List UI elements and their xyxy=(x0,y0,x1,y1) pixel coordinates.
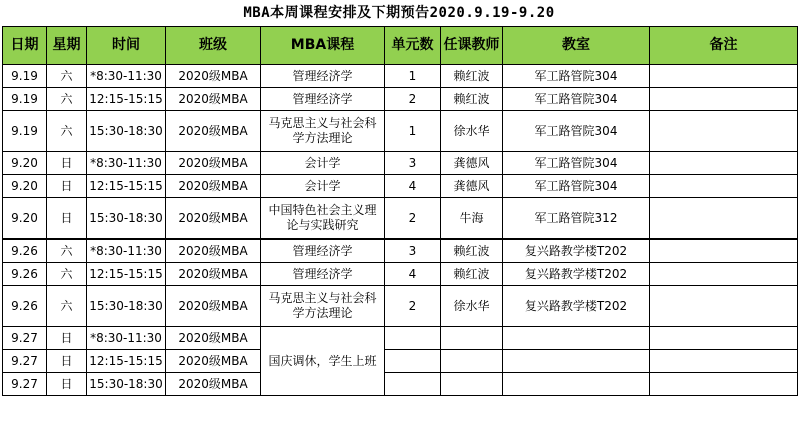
cell-time: 12:15-15:15 xyxy=(87,350,166,373)
cell-time: 15:30-18:30 xyxy=(87,373,166,396)
cell-note xyxy=(650,350,798,373)
cell-course: 马克思主义与社会科学方法理论 xyxy=(261,111,385,152)
cell-date: 9.27 xyxy=(3,327,47,350)
cell-room: 军工路管院304 xyxy=(503,175,650,198)
cell-teacher xyxy=(441,373,503,396)
cell-course: 会计学 xyxy=(261,152,385,175)
header-time: 时间 xyxy=(87,27,166,65)
cell-time: *8:30-11:30 xyxy=(87,327,166,350)
cell-weekday: 日 xyxy=(47,327,87,350)
cell-room: 复兴路教学楼T202 xyxy=(503,239,650,263)
cell-note xyxy=(650,65,798,88)
cell-class: 2020级MBA xyxy=(166,286,261,327)
schedule-table xyxy=(2,26,798,396)
cell-class: 2020级MBA xyxy=(166,373,261,396)
cell-time: 12:15-15:15 xyxy=(87,263,166,286)
cell-unit: 3 xyxy=(385,152,441,175)
cell-class: 2020级MBA xyxy=(166,327,261,350)
cell-unit: 3 xyxy=(385,239,441,263)
cell-class: 2020级MBA xyxy=(166,350,261,373)
table-row xyxy=(3,88,798,111)
cell-date: 9.20 xyxy=(3,198,47,240)
table-row xyxy=(3,263,798,286)
cell-note xyxy=(650,198,798,240)
cell-course: 管理经济学 xyxy=(261,88,385,111)
cell-unit: 2 xyxy=(385,198,441,240)
table-row xyxy=(3,239,798,263)
cell-unit xyxy=(385,327,441,350)
table-row xyxy=(3,286,798,327)
cell-weekday: 六 xyxy=(47,263,87,286)
cell-course: 中国特色社会主义理论与实践研究 xyxy=(261,198,385,240)
cell-room: 复兴路教学楼T202 xyxy=(503,286,650,327)
table-row xyxy=(3,152,798,175)
cell-date: 9.26 xyxy=(3,286,47,327)
cell-unit: 2 xyxy=(385,88,441,111)
header-teacher: 任课教师 xyxy=(441,27,503,65)
cell-weekday: 日 xyxy=(47,198,87,240)
table-row xyxy=(3,65,798,88)
cell-note xyxy=(650,239,798,263)
cell-weekday: 日 xyxy=(47,175,87,198)
cell-date: 9.20 xyxy=(3,152,47,175)
cell-time: *8:30-11:30 xyxy=(87,152,166,175)
cell-teacher: 徐水华 xyxy=(441,111,503,152)
cell-class: 2020级MBA xyxy=(166,239,261,263)
cell-time: 12:15-15:15 xyxy=(87,175,166,198)
cell-unit: 1 xyxy=(385,65,441,88)
cell-note xyxy=(650,175,798,198)
cell-class: 2020级MBA xyxy=(166,88,261,111)
cell-room: 军工路管院304 xyxy=(503,65,650,88)
cell-weekday: 六 xyxy=(47,286,87,327)
cell-weekday: 日 xyxy=(47,373,87,396)
cell-note xyxy=(650,373,798,396)
cell-weekday: 六 xyxy=(47,239,87,263)
cell-unit: 4 xyxy=(385,175,441,198)
cell-unit xyxy=(385,373,441,396)
cell-note xyxy=(650,327,798,350)
cell-class: 2020级MBA xyxy=(166,198,261,240)
cell-teacher xyxy=(441,350,503,373)
cell-class: 2020级MBA xyxy=(166,152,261,175)
cell-time: *8:30-11:30 xyxy=(87,65,166,88)
cell-room: 军工路管院304 xyxy=(503,88,650,111)
cell-teacher: 赖红波 xyxy=(441,88,503,111)
cell-note xyxy=(650,152,798,175)
cell-teacher xyxy=(441,327,503,350)
cell-time: 15:30-18:30 xyxy=(87,286,166,327)
cell-course: 管理经济学 xyxy=(261,263,385,286)
cell-unit: 2 xyxy=(385,286,441,327)
table-row xyxy=(3,198,798,240)
header-class: 班级 xyxy=(166,27,261,65)
table-row xyxy=(3,373,798,396)
cell-weekday: 六 xyxy=(47,65,87,88)
cell-room: 军工路管院312 xyxy=(503,198,650,240)
cell-teacher: 徐水华 xyxy=(441,286,503,327)
cell-date: 9.19 xyxy=(3,65,47,88)
cell-date: 9.26 xyxy=(3,263,47,286)
cell-room xyxy=(503,327,650,350)
header-date: 日期 xyxy=(3,27,47,65)
table-row xyxy=(3,350,798,373)
cell-unit xyxy=(385,350,441,373)
page-title: MBA本周课程安排及下期预告2020.9.19-9.20 xyxy=(243,5,555,21)
header-room: 教室 xyxy=(503,27,650,65)
cell-class: 2020级MBA xyxy=(166,65,261,88)
header-note: 备注 xyxy=(650,27,798,65)
table-row xyxy=(3,327,798,350)
cell-weekday: 六 xyxy=(47,88,87,111)
cell-note xyxy=(650,111,798,152)
cell-date: 9.27 xyxy=(3,373,47,396)
cell-room xyxy=(503,373,650,396)
header-unit: 单元数 xyxy=(385,27,441,65)
table-row xyxy=(3,111,798,152)
cell-holiday-note: 国庆调休，学生上班 xyxy=(261,327,385,396)
cell-time: 15:30-18:30 xyxy=(87,198,166,240)
cell-teacher: 赖红波 xyxy=(441,263,503,286)
cell-unit: 1 xyxy=(385,111,441,152)
cell-time: 15:30-18:30 xyxy=(87,111,166,152)
cell-class: 2020级MBA xyxy=(166,263,261,286)
table-row xyxy=(3,175,798,198)
cell-time: *8:30-11:30 xyxy=(87,239,166,263)
cell-course: 马克思主义与社会科学方法理论 xyxy=(261,286,385,327)
cell-weekday: 日 xyxy=(47,152,87,175)
cell-course: 管理经济学 xyxy=(261,65,385,88)
cell-date: 9.19 xyxy=(3,88,47,111)
cell-date: 9.26 xyxy=(3,239,47,263)
cell-date: 9.20 xyxy=(3,175,47,198)
cell-course: 管理经济学 xyxy=(261,239,385,263)
header-weekday: 星期 xyxy=(47,27,87,65)
cell-date: 9.19 xyxy=(3,111,47,152)
cell-teacher: 龚德风 xyxy=(441,152,503,175)
cell-teacher: 牛海 xyxy=(441,198,503,240)
cell-room xyxy=(503,350,650,373)
cell-date: 9.27 xyxy=(3,350,47,373)
cell-teacher: 龚德风 xyxy=(441,175,503,198)
cell-time: 12:15-15:15 xyxy=(87,88,166,111)
cell-class: 2020级MBA xyxy=(166,175,261,198)
cell-weekday: 六 xyxy=(47,111,87,152)
cell-teacher: 赖红波 xyxy=(441,65,503,88)
cell-weekday: 日 xyxy=(47,350,87,373)
header-course: MBA课程 xyxy=(261,27,385,65)
cell-note xyxy=(650,263,798,286)
cell-unit: 4 xyxy=(385,263,441,286)
cell-class: 2020级MBA xyxy=(166,111,261,152)
cell-room: 军工路管院304 xyxy=(503,152,650,175)
cell-room: 军工路管院304 xyxy=(503,111,650,152)
cell-note xyxy=(650,88,798,111)
cell-teacher: 赖红波 xyxy=(441,239,503,263)
cell-room: 复兴路教学楼T202 xyxy=(503,263,650,286)
cell-course: 会计学 xyxy=(261,175,385,198)
header-row xyxy=(3,27,798,65)
cell-note xyxy=(650,286,798,327)
